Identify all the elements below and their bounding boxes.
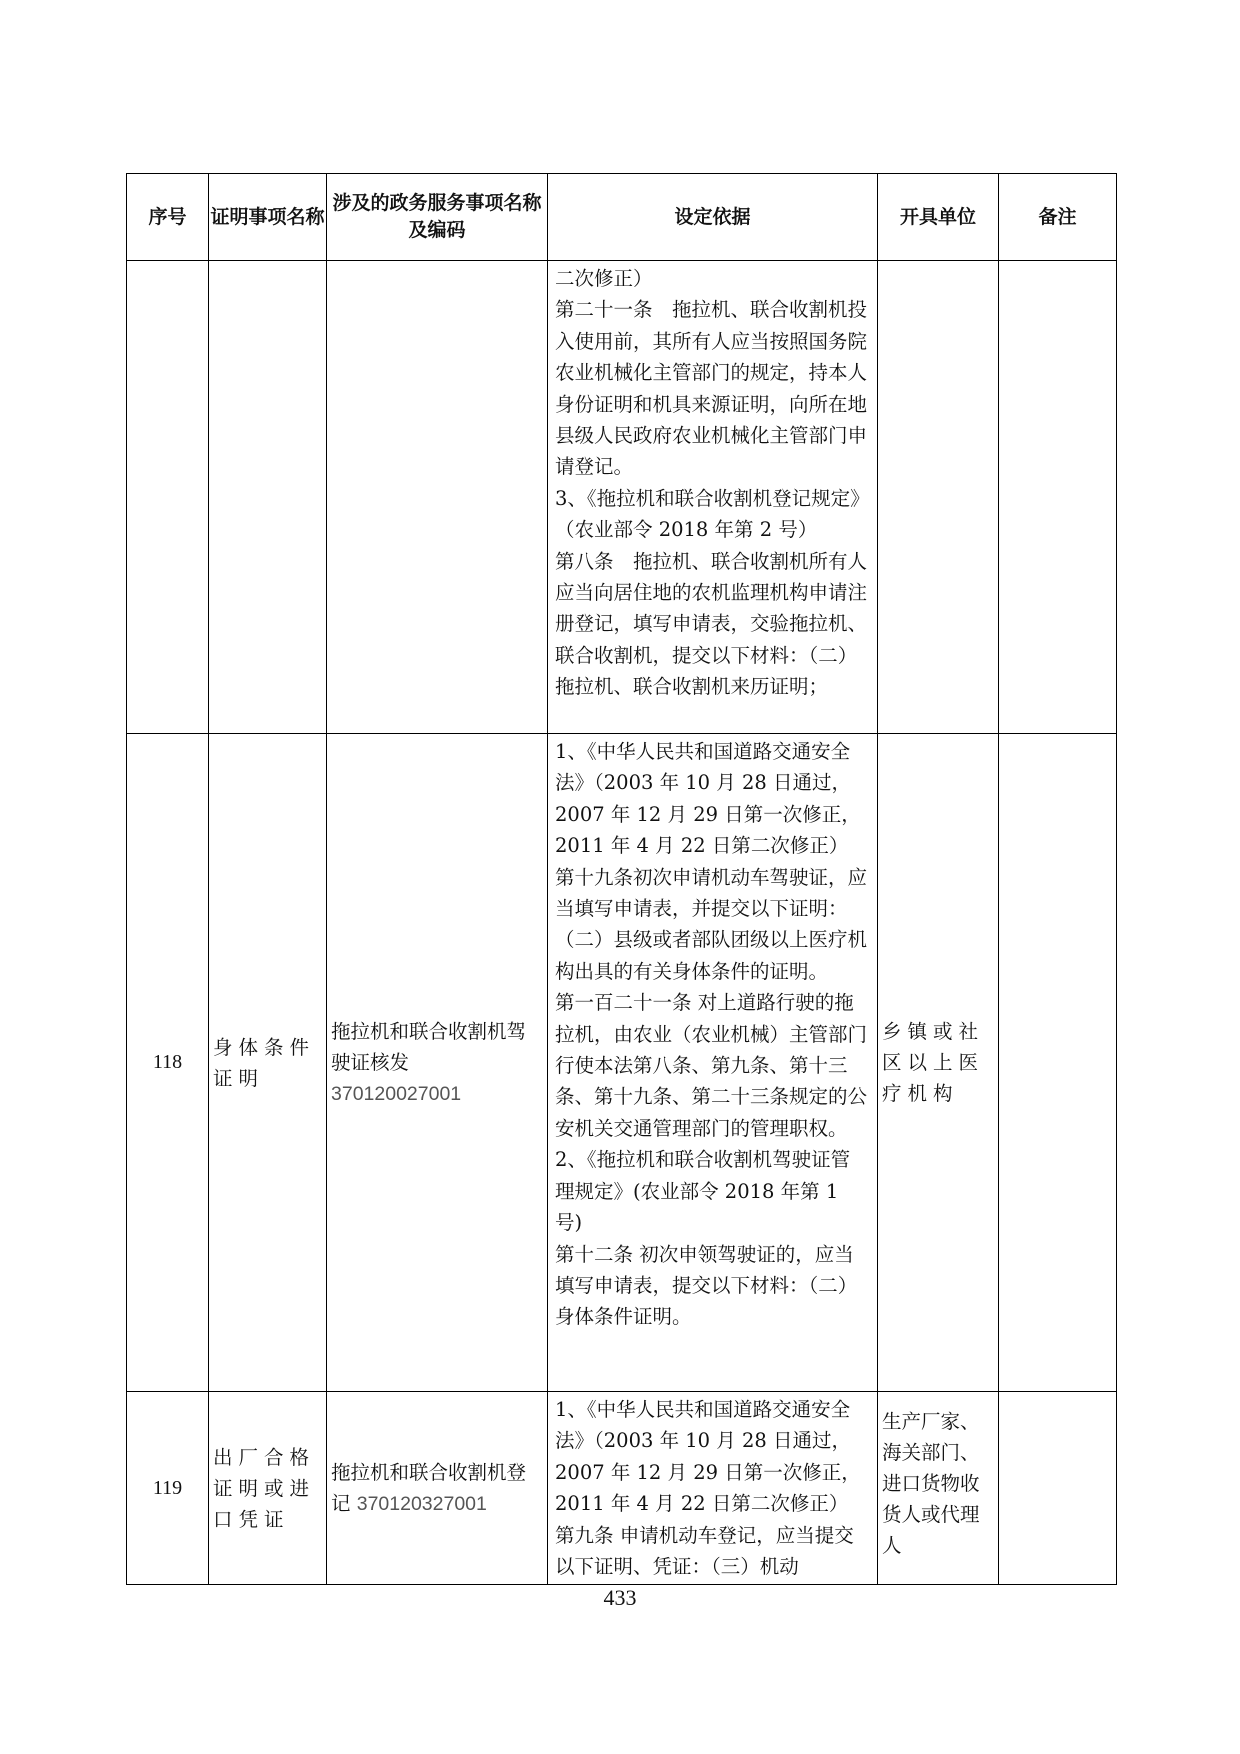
table-row (127, 734, 1117, 1392)
row-service-code: 370120327001 (356, 1492, 487, 1515)
table-row (127, 1392, 1117, 1585)
row-service-name: 拖拉机和联合收割机登记 (331, 1460, 527, 1515)
row-seq: 119 (127, 1392, 209, 1585)
header-seq: 序号 (127, 174, 209, 261)
table-header-row (127, 174, 1117, 261)
header-item: 证明事项名称 (209, 174, 327, 261)
header-remark: 备注 (999, 174, 1117, 261)
header-issuer: 开具单位 (878, 174, 999, 261)
row-service (327, 734, 548, 1392)
row-item: 身体条件证明 (209, 734, 327, 1392)
row-remark (999, 261, 1117, 734)
header-service: 涉及的政务服务事项名称及编码 (327, 174, 548, 261)
row-basis: 1、《中华人民共和国道路交通安全法》（2003 年 10 月 28 日通过，2007 年 12 月 29 日第一次修正，2011 年 4 月 22 日第二次修正） 第九条 申请机动车登记，应当提交以下证明、凭证：（三）机动 (548, 1392, 878, 1585)
row-service-code: 370120027001 (331, 1082, 462, 1105)
row-remark (999, 734, 1117, 1392)
row-item (209, 261, 327, 734)
row-seq (127, 261, 209, 734)
row-service (327, 261, 548, 734)
row-item: 出厂合格证明或进口凭证 (209, 1392, 327, 1585)
row-issuer: 乡镇或社区以上医疗机构 (878, 734, 999, 1392)
row-seq: 118 (127, 734, 209, 1392)
row-service-name: 拖拉机和联合收割机驾驶证核发 (331, 1019, 527, 1074)
certification-table (126, 173, 1117, 1585)
row-service (327, 1392, 548, 1585)
row-basis: 1、《中华人民共和国道路交通安全法》（2003 年 10 月 28 日通过，2007 年 12 月 29 日第一次修正，2011 年 4 月 22 日第二次修正） 第十九条初次申请机动车驾驶证，应当填写申请表，并提交以下证明：（二）县级或者部队团级以上医疗机构出具的有关身体条件的证明。 第一百二十一条 对上道路行驶的拖拉机，由农业（农业机械）主管部门行使本法第八条、第九条、第十三条、第十九条、第二十三条规定的公安机关交通管理部门的管理职权。 2、《拖拉机和联合收割机驾驶证管理规定》(农业部令 2018 年第 1 号) 第十二条 初次申领驾驶证的，应当填写申请表，提交以下材料：（二）身体条件证明。 (548, 734, 878, 1392)
row-issuer: 生产厂家、海关部门、进口货物收货人或代理人 (878, 1392, 999, 1585)
row-issuer (878, 261, 999, 734)
page-number: 433 (603, 1585, 637, 1610)
header-basis: 设定依据 (548, 174, 878, 261)
table-row (127, 261, 1117, 734)
row-remark (999, 1392, 1117, 1585)
row-basis: 二次修正） 第二十一条 拖拉机、联合收割机投入使用前，其所有人应当按照国务院农业机械化主管部门的规定，持本人身份证明和机具来源证明，向所在地县级人民政府农业机械化主管部门申请登记。 3、《拖拉机和联合收割机登记规定》（农业部令 2018 年第 2 号） 第八条 拖拉机、联合收割机所有人应当向居住地的农机监理机构申请注册登记，填写申请表，交验拖拉机、联合收割机，提交以下材料：（二）拖拉机、联合收割机来历证明； (548, 261, 878, 734)
